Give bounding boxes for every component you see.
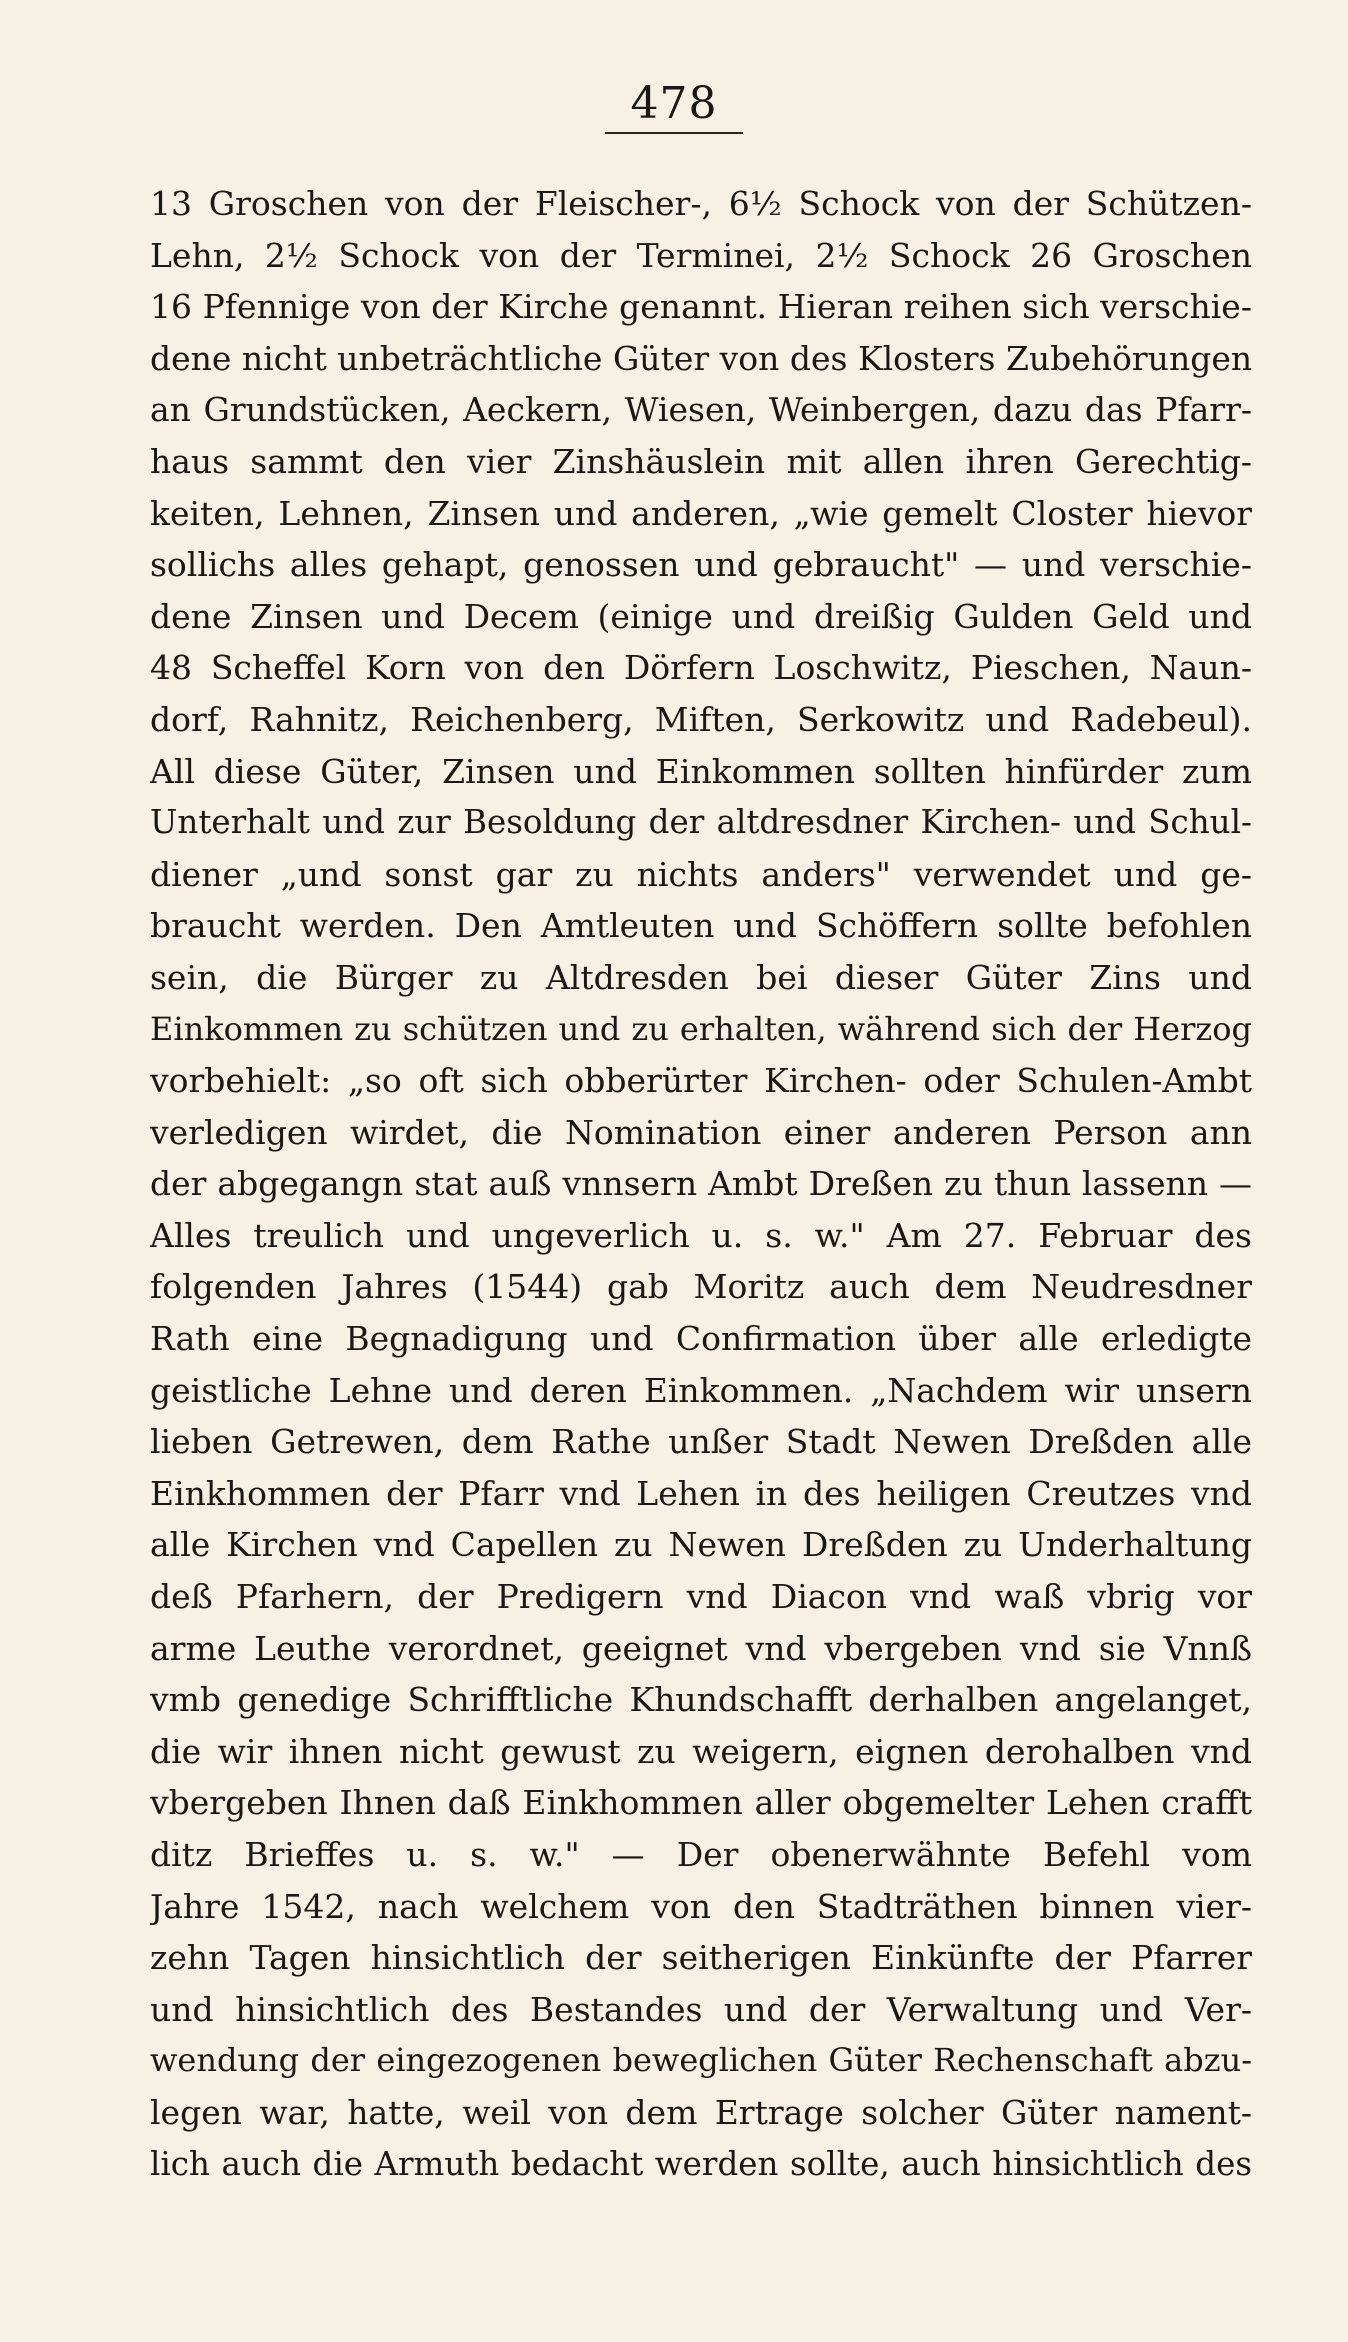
text-line: zehn Tagen hinsichtlich der seitherigen Einkünfte der Pfarrer <box>150 1938 1252 1978</box>
text-line: diener „und sonst gar zu nichts anders" verwendet und ge- <box>150 854 1252 894</box>
text-line: vorbehielt: „so oft sich obberürter Kirchen- oder Schulen-Ambt <box>150 1061 1252 1101</box>
body-text <box>150 178 1252 2190</box>
text-line: lich auch die Armuth bedacht werden sollte, auch hinsichtlich des <box>150 2144 1252 2183</box>
text-line: dene nicht unbeträchtliche Güter von des Klosters Zubehörungen <box>150 338 1252 378</box>
text-line: wendung der eingezogenen beweglichen Güter Rechenschaft abzu- <box>150 2041 1252 2080</box>
text-line: Lehn, 2½ Schock von der Terminei, 2½ Schock 26 Groschen <box>150 235 1252 275</box>
text-line: geistliche Lehne und deren Einkommen. „Nachdem wir unsern <box>150 1370 1252 1410</box>
text-line: Einkhommen der Pfarr vnd Lehen in des heiligen Creutzes vnd <box>150 1473 1252 1513</box>
text-line: der abgegangn stat auß vnnsern Ambt Dreßen zu thun lassenn — <box>150 1164 1252 1204</box>
text-line: alle Kirchen vnd Capellen zu Newen Dreßden zu Underhaltung <box>150 1525 1252 1565</box>
text-line: Rath eine Begnadigung und Confirmation über alle erledigte <box>150 1319 1252 1359</box>
text-line: 13 Groschen von der Fleischer-, 6½ Schock von der Schützen- <box>150 184 1252 223</box>
text-line: sollichs alles gehapt, genossen und gebraucht" — und verschie- <box>150 545 1252 585</box>
text-line: legen war, hatte, weil von dem Ertrage solcher Güter nament- <box>150 2092 1252 2132</box>
text-line: vmb genedige Schrifftliche Khundschafft derhalben angelanget, <box>150 1680 1252 1720</box>
text-line: 16 Pfennige von der Kirche genannt. Hieran reihen sich verschie- <box>150 287 1252 327</box>
text-line: deß Pfarhern, der Predigern vnd Diacon vnd waß vbrig vor <box>150 1577 1252 1617</box>
text-line: arme Leuthe verordnet, geeignet vnd vbergeben vnd sie Vnnß <box>150 1628 1252 1668</box>
text-line: Unterhalt und zur Besoldung der altdresdner Kirchen- und Schul- <box>150 803 1252 842</box>
text-line: vbergeben Ihnen daß Einkhommen aller obgemelter Lehen crafft <box>150 1783 1252 1823</box>
text-line: keiten, Lehnen, Zinsen und anderen, „wie gemelt Closter hievor <box>150 493 1252 533</box>
text-line: All diese Güter, Zinsen und Einkommen sollten hinfürder zum <box>150 751 1252 791</box>
text-line: sein, die Bürger zu Altdresden bei dieser Güter Zins und <box>150 957 1252 997</box>
text-line: und hinsichtlich des Bestandes und der Verwaltung und Ver- <box>150 1989 1252 2029</box>
text-line: Jahre 1542, nach welchem von den Stadträthen binnen vier- <box>150 1886 1252 1926</box>
text-line: 48 Scheffel Korn von den Dörfern Loschwitz, Pieschen, Naun- <box>150 648 1252 688</box>
text-line: dorf, Rahnitz, Reichenberg, Miften, Serkowitz und Radebeul). <box>150 699 1252 739</box>
text-line: braucht werden. Den Amtleuten und Schöffern sollte befohlen <box>150 906 1252 946</box>
text-line: verledigen wirdet, die Nomination einer anderen Person ann <box>150 1112 1252 1152</box>
text-line: haus sammt den vier Zinshäuslein mit allen ihren Gerechtig- <box>150 441 1252 481</box>
text-line: Alles treulich und ungeverlich u. s. w." Am 27. Februar des <box>150 1215 1252 1255</box>
text-line: an Grundstücken, Aeckern, Wiesen, Weinbergen, dazu das Pfarr- <box>150 390 1252 430</box>
text-line: Einkommen zu schützen und zu erhalten, während sich der Herzog <box>150 1009 1252 1048</box>
text-line: ditz Brieffes u. s. w." — Der obenerwähnte Befehl vom <box>150 1835 1252 1874</box>
text-line: folgenden Jahres (1544) gab Moritz auch dem Neudresdner <box>150 1267 1252 1307</box>
text-line: dene Zinsen und Decem (einige und dreißig Gulden Geld und <box>150 596 1252 636</box>
text-line: die wir ihnen nicht gewust zu weigern, eignen derohalben vnd <box>150 1731 1252 1771</box>
text-line: lieben Getrewen, dem Rathe unßer Stadt Newen Dreßden alle <box>150 1422 1252 1462</box>
page-number: 478 <box>0 82 1348 134</box>
